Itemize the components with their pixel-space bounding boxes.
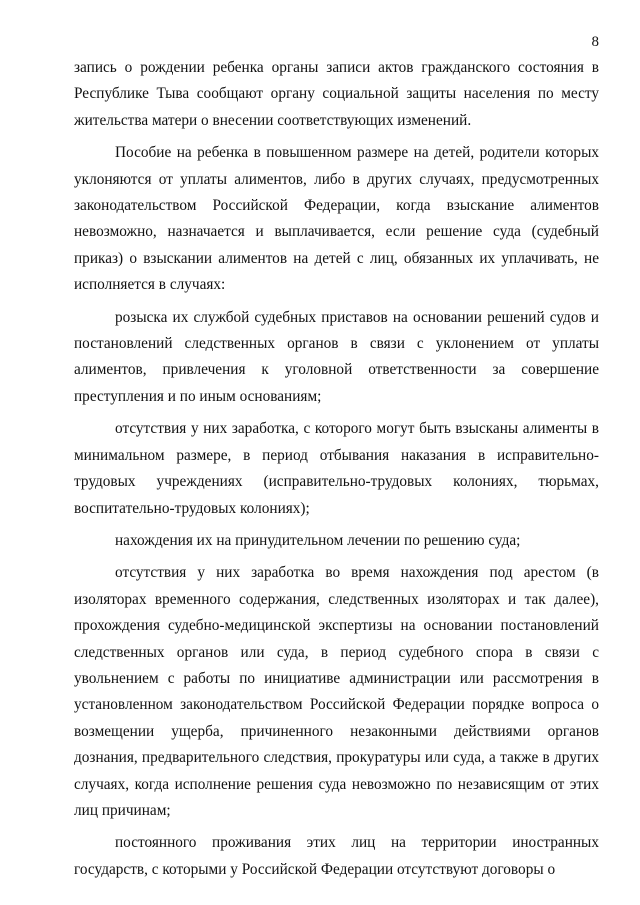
document-body [74,55,599,889]
paragraph: запись о рождении ребенка органы записи актов гражданского состояния в Республике Тыва сообщают органу социальной защиты населения по месту жительства матери о внесении соответствующих изменений. [74,59,599,129]
paragraph: нахождения их на принудительном лечении по решению суда; [115,531,521,549]
paragraph: отсутствия у них заработка во время нахождения под арестом (в изоляторах временного содержания, следственных изоляторах и так далее), прохождения судебно-медицинской экспертизы на основании постановлений следственных органов или суда, в период судебного спора в связи с увольнением с работы по инициативе администрации или рассмотрения в установленном законодательством Российской Федерации порядке вопроса о возмещении ущерба, причиненного незаконными действиями органов дознания, предварительного следствия, прокуратуры или суда, а также в других случаях, когда исполнение решения суда невозможно по независящим от этих лиц причинам; [74,564,599,819]
paragraph: отсутствия у них заработка, с которого могут быть взысканы алименты в минимальном размере, в период отбывания наказания в исправительно-трудовых учреждениях (исправительно-трудовых колониях, тюрьмах, воспитательно-трудовых колониях); [74,420,599,517]
paragraph: постоянного проживания этих лиц на территории иностранных государств, с которыми у Российской Федерации отсутствуют договоры о [74,834,599,878]
paragraph: Пособие на ребенка в повышенном размере на детей, родители которых уклоняются от уплаты алиментов, либо в других случаях, предусмотренных законодательством Российской Федерации, когда взыскание алиментов невозможно, назначается и выплачивается, если решение суда (судебный приказ) о взыскании алиментов на детей с лиц, обязанных их уплачивать, не исполняется в случаях: [74,144,599,294]
page-number: 8 [591,34,599,50]
paragraph: розыска их службой судебных приставов на основании решений судов и постановлений следственных органов в связи с уклонением от уплаты алиментов, привлечения к уголовной ответственности за совершение преступления и по иным основаниям; [74,308,599,405]
